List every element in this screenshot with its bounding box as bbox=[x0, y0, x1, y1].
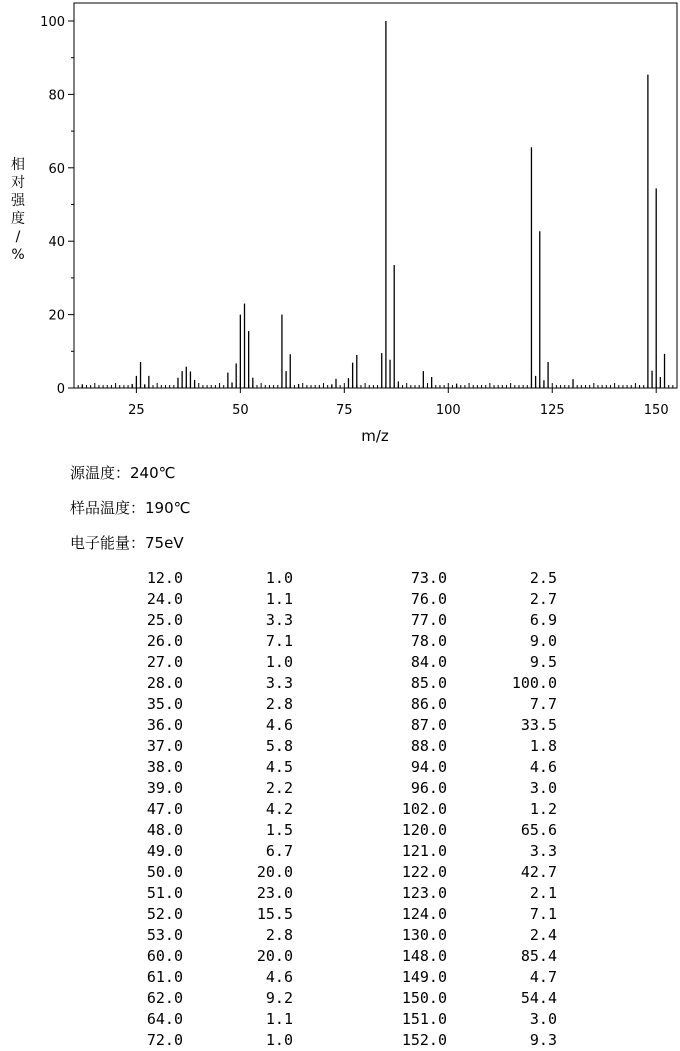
intensity-cell: 5.8 bbox=[265, 737, 293, 755]
intensity-cell: 20.0 bbox=[256, 863, 293, 881]
intensity-cell: 1.1 bbox=[265, 1010, 293, 1028]
table-row bbox=[100, 715, 557, 736]
mz-cell: 87.0 bbox=[410, 716, 447, 734]
mz-cell: 85.0 bbox=[410, 674, 447, 692]
mz-cell: 151.0 bbox=[401, 1010, 447, 1028]
intensity-cell: 65.6 bbox=[520, 821, 557, 839]
intensity-cell: 2.8 bbox=[265, 695, 293, 713]
y-axis-label-char: % bbox=[11, 247, 25, 263]
electron-energy: 电子能量：75eV bbox=[70, 534, 184, 552]
mz-cell: 38.0 bbox=[146, 758, 183, 776]
mz-cell: 149.0 bbox=[401, 968, 447, 986]
sample-temperature: 样品温度：190℃ bbox=[70, 499, 191, 517]
mz-cell: 72.0 bbox=[146, 1031, 183, 1049]
mz-cell: 152.0 bbox=[401, 1031, 447, 1049]
table-row bbox=[100, 967, 557, 988]
mz-cell: 150.0 bbox=[401, 989, 447, 1007]
intensity-cell: 9.0 bbox=[529, 632, 557, 650]
x-tick-label: 125 bbox=[539, 403, 565, 418]
source-temperature: 源温度：240℃ bbox=[70, 464, 176, 482]
mz-cell: 123.0 bbox=[401, 884, 447, 902]
peak-bars bbox=[82, 21, 664, 388]
mz-cell: 39.0 bbox=[146, 779, 183, 797]
intensity-cell: 2.8 bbox=[265, 926, 293, 944]
mz-cell: 77.0 bbox=[410, 611, 447, 629]
intensity-cell: 33.5 bbox=[520, 716, 557, 734]
table-row bbox=[100, 841, 557, 862]
mz-cell: 52.0 bbox=[146, 905, 183, 923]
mz-cell: 53.0 bbox=[146, 926, 183, 944]
plot-frame bbox=[74, 3, 677, 388]
mz-cell: 37.0 bbox=[146, 737, 183, 755]
intensity-cell: 1.0 bbox=[265, 1031, 293, 1049]
x-tick-label: 50 bbox=[232, 403, 249, 418]
mz-cell: 28.0 bbox=[146, 674, 183, 692]
table-row bbox=[100, 631, 557, 652]
table-row bbox=[100, 904, 557, 925]
intensity-cell: 20.0 bbox=[256, 947, 293, 965]
intensity-cell: 3.3 bbox=[265, 611, 293, 629]
table-row bbox=[100, 988, 557, 1009]
table-row bbox=[100, 652, 557, 673]
table-row bbox=[100, 1030, 557, 1051]
table-row bbox=[100, 568, 557, 589]
intensity-cell: 4.2 bbox=[265, 800, 293, 818]
mz-cell: 51.0 bbox=[146, 884, 183, 902]
x-tick-label: 150 bbox=[643, 403, 669, 418]
mz-cell: 84.0 bbox=[410, 653, 447, 671]
intensity-cell: 15.5 bbox=[256, 905, 293, 923]
y-axis-label-char: / bbox=[15, 229, 21, 245]
intensity-cell: 3.3 bbox=[529, 842, 557, 860]
intensity-cell: 4.7 bbox=[529, 968, 557, 986]
intensity-cell: 9.5 bbox=[529, 653, 557, 671]
table-row bbox=[100, 925, 557, 946]
y-tick-label: 80 bbox=[48, 88, 65, 104]
x-tick-label: 25 bbox=[128, 403, 145, 418]
mz-cell: 76.0 bbox=[410, 590, 447, 608]
y-axis-label-char: 度 bbox=[11, 211, 25, 227]
intensity-cell: 6.9 bbox=[529, 611, 557, 629]
table-row bbox=[100, 799, 557, 820]
table-row bbox=[100, 610, 557, 631]
table-row bbox=[100, 778, 557, 799]
mass-spectrum-chart bbox=[0, 0, 680, 450]
mz-cell: 121.0 bbox=[401, 842, 447, 860]
intensity-cell: 1.0 bbox=[265, 653, 293, 671]
y-tick-label: 0 bbox=[56, 382, 65, 397]
y-tick-label: 60 bbox=[48, 161, 65, 177]
table-row bbox=[100, 736, 557, 757]
intensity-cell: 2.2 bbox=[265, 779, 293, 797]
y-axis-label-char: 对 bbox=[11, 175, 25, 191]
mz-cell: 64.0 bbox=[146, 1010, 183, 1028]
intensity-cell: 23.0 bbox=[256, 884, 293, 902]
intensity-cell: 1.8 bbox=[529, 737, 557, 755]
intensity-cell: 9.2 bbox=[265, 989, 293, 1007]
intensity-cell: 2.1 bbox=[529, 884, 557, 902]
intensity-cell: 9.3 bbox=[529, 1031, 557, 1049]
x-tick-label: 100 bbox=[435, 403, 461, 418]
mz-cell: 36.0 bbox=[146, 716, 183, 734]
x-minor-ticks bbox=[74, 383, 677, 388]
intensity-cell: 7.1 bbox=[265, 632, 293, 650]
mz-cell: 122.0 bbox=[401, 863, 447, 881]
y-axis-label bbox=[9, 156, 27, 264]
mz-cell: 86.0 bbox=[410, 695, 447, 713]
mz-cell: 24.0 bbox=[146, 590, 183, 608]
table-row bbox=[100, 589, 557, 610]
y-axis-ticks bbox=[40, 15, 74, 397]
mz-cell: 102.0 bbox=[401, 800, 447, 818]
table-row bbox=[100, 673, 557, 694]
mz-cell: 27.0 bbox=[146, 653, 183, 671]
x-axis-ticks bbox=[128, 388, 669, 418]
mz-cell: 12.0 bbox=[146, 569, 183, 587]
mz-cell: 61.0 bbox=[146, 968, 183, 986]
mz-cell: 78.0 bbox=[410, 632, 447, 650]
y-tick-label: 100 bbox=[40, 15, 65, 30]
intensity-cell: 4.6 bbox=[265, 716, 293, 734]
y-tick-label: 40 bbox=[48, 235, 65, 251]
y-axis-label-char: 强 bbox=[11, 193, 25, 209]
mz-cell: 25.0 bbox=[146, 611, 183, 629]
intensity-cell: 2.5 bbox=[529, 569, 557, 587]
table-row bbox=[100, 946, 557, 967]
mz-cell: 88.0 bbox=[410, 737, 447, 755]
mz-cell: 50.0 bbox=[146, 863, 183, 881]
intensity-cell: 85.4 bbox=[520, 947, 557, 965]
mz-cell: 48.0 bbox=[146, 821, 183, 839]
intensity-cell: 3.3 bbox=[265, 674, 293, 692]
table-row bbox=[100, 883, 557, 904]
intensity-cell: 1.1 bbox=[265, 590, 293, 608]
x-tick-label: 75 bbox=[336, 403, 353, 418]
table-row bbox=[100, 694, 557, 715]
intensity-cell: 1.0 bbox=[265, 569, 293, 587]
intensity-cell: 1.2 bbox=[529, 800, 557, 818]
intensity-cell: 6.7 bbox=[265, 842, 293, 860]
mz-cell: 120.0 bbox=[401, 821, 447, 839]
mz-cell: 26.0 bbox=[146, 632, 183, 650]
mz-cell: 35.0 bbox=[146, 695, 183, 713]
intensity-cell: 7.1 bbox=[529, 905, 557, 923]
intensity-cell: 4.6 bbox=[529, 758, 557, 776]
table-row bbox=[100, 757, 557, 778]
mz-cell: 130.0 bbox=[401, 926, 447, 944]
mz-cell: 148.0 bbox=[401, 947, 447, 965]
intensity-cell: 1.5 bbox=[265, 821, 293, 839]
mz-cell: 124.0 bbox=[401, 905, 447, 923]
intensity-cell: 100.0 bbox=[511, 674, 557, 692]
intensity-cell: 2.7 bbox=[529, 590, 557, 608]
peak-table bbox=[100, 568, 557, 1051]
intensity-cell: 3.0 bbox=[529, 1010, 557, 1028]
intensity-cell: 3.0 bbox=[529, 779, 557, 797]
mz-cell: 94.0 bbox=[410, 758, 447, 776]
mz-cell: 73.0 bbox=[410, 569, 447, 587]
y-tick-label: 20 bbox=[48, 308, 65, 324]
intensity-cell: 42.7 bbox=[520, 863, 557, 881]
intensity-cell: 7.7 bbox=[529, 695, 557, 713]
mz-cell: 47.0 bbox=[146, 800, 183, 818]
intensity-cell: 4.6 bbox=[265, 968, 293, 986]
x-axis-label: m/z bbox=[361, 427, 389, 445]
intensity-cell: 2.4 bbox=[529, 926, 557, 944]
table-row bbox=[100, 1009, 557, 1030]
mz-cell: 62.0 bbox=[146, 989, 183, 1007]
mz-cell: 96.0 bbox=[410, 779, 447, 797]
y-axis-label-char: 相 bbox=[11, 157, 25, 173]
mz-cell: 49.0 bbox=[146, 842, 183, 860]
intensity-cell: 4.5 bbox=[265, 758, 293, 776]
intensity-cell: 54.4 bbox=[520, 989, 557, 1007]
table-row bbox=[100, 862, 557, 883]
mz-cell: 60.0 bbox=[146, 947, 183, 965]
table-row bbox=[100, 820, 557, 841]
